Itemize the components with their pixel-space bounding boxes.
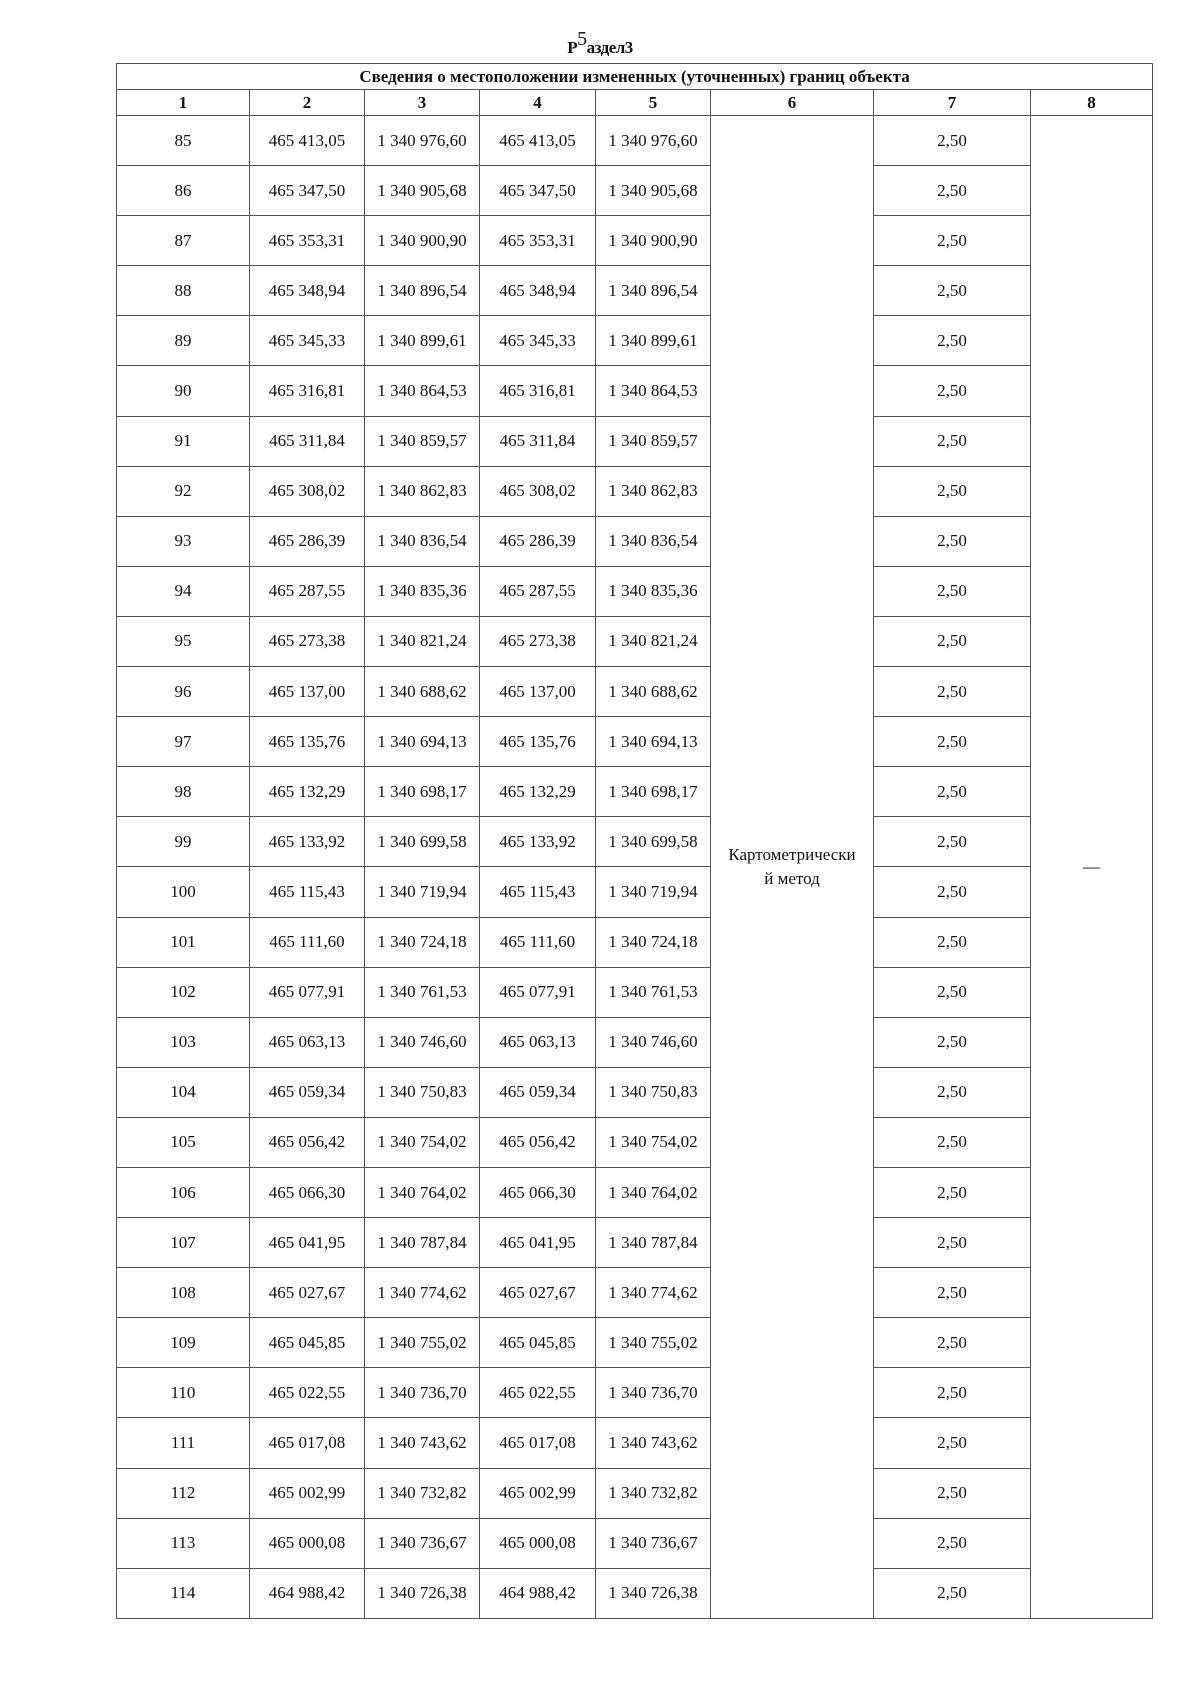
y-refined-cell: 1 340 905,68 [596, 166, 711, 216]
table-row [117, 1318, 1153, 1368]
table-row [117, 316, 1153, 366]
table-row [117, 166, 1153, 216]
y-refined-cell: 1 340 836,54 [596, 516, 711, 566]
y-existing-cell: 1 340 694,13 [365, 717, 480, 767]
x-existing-cell: 465 077,91 [250, 967, 365, 1017]
x-refined-cell: 465 027,67 [480, 1268, 596, 1318]
y-refined-cell: 1 340 859,57 [596, 416, 711, 466]
x-refined-cell: 465 345,33 [480, 316, 596, 366]
x-refined-cell: 465 063,13 [480, 1017, 596, 1067]
boundary-coordinates-table [116, 63, 1153, 1619]
y-existing-cell: 1 340 724,18 [365, 917, 480, 967]
table-row [117, 867, 1153, 917]
column-number: 4 [480, 90, 596, 116]
y-refined-cell: 1 340 724,18 [596, 917, 711, 967]
point-number-cell: 88 [117, 266, 250, 316]
y-refined-cell: 1 340 976,60 [596, 116, 711, 166]
y-existing-cell: 1 340 755,02 [365, 1318, 480, 1368]
accuracy-cell: 2,50 [874, 516, 1031, 566]
column-8-cell [1031, 116, 1153, 1619]
point-number-cell: 102 [117, 967, 250, 1017]
table-row [117, 717, 1153, 767]
accuracy-cell: 2,50 [874, 1318, 1031, 1368]
x-refined-cell: 465 348,94 [480, 266, 596, 316]
point-number-cell: 98 [117, 767, 250, 817]
x-existing-cell: 465 066,30 [250, 1167, 365, 1217]
y-existing-cell: 1 340 836,54 [365, 516, 480, 566]
table-row [117, 266, 1153, 316]
point-number-cell: 91 [117, 416, 250, 466]
x-existing-cell: 465 045,85 [250, 1318, 365, 1368]
x-existing-cell: 465 111,60 [250, 917, 365, 967]
point-number-cell: 107 [117, 1218, 250, 1268]
x-refined-cell: 465 316,81 [480, 366, 596, 416]
x-existing-cell: 465 348,94 [250, 266, 365, 316]
y-refined-cell: 1 340 694,13 [596, 717, 711, 767]
column-number: 8 [1031, 90, 1153, 116]
table-row [117, 1268, 1153, 1318]
accuracy-cell: 2,50 [874, 366, 1031, 416]
table-row [117, 1518, 1153, 1568]
y-refined-cell: 1 340 746,60 [596, 1017, 711, 1067]
y-existing-cell: 1 340 736,70 [365, 1368, 480, 1418]
y-existing-cell: 1 340 754,02 [365, 1117, 480, 1167]
x-existing-cell: 465 287,55 [250, 566, 365, 616]
section-heading-part-b: 5 [577, 28, 587, 50]
table-row [117, 1218, 1153, 1268]
table-row [117, 516, 1153, 566]
y-existing-cell: 1 340 732,82 [365, 1468, 480, 1518]
y-refined-cell: 1 340 726,38 [596, 1568, 711, 1618]
y-existing-cell: 1 340 761,53 [365, 967, 480, 1017]
y-refined-cell: 1 340 750,83 [596, 1067, 711, 1117]
point-number-cell: 105 [117, 1117, 250, 1167]
y-refined-cell: 1 340 774,62 [596, 1268, 711, 1318]
y-existing-cell: 1 340 746,60 [365, 1017, 480, 1067]
y-existing-cell: 1 340 750,83 [365, 1067, 480, 1117]
accuracy-cell: 2,50 [874, 1117, 1031, 1167]
accuracy-cell: 2,50 [874, 1518, 1031, 1568]
x-refined-cell: 465 045,85 [480, 1318, 596, 1368]
y-existing-cell: 1 340 899,61 [365, 316, 480, 366]
column-number: 7 [874, 90, 1031, 116]
table-row [117, 616, 1153, 666]
x-existing-cell: 465 135,76 [250, 717, 365, 767]
x-refined-cell: 465 287,55 [480, 566, 596, 616]
x-existing-cell: 465 115,43 [250, 867, 365, 917]
x-refined-cell: 465 111,60 [480, 917, 596, 967]
accuracy-cell: 2,50 [874, 767, 1031, 817]
y-refined-cell: 1 340 754,02 [596, 1117, 711, 1167]
y-refined-cell: 1 340 755,02 [596, 1318, 711, 1368]
column-number-row [117, 90, 1153, 116]
column-number: 6 [711, 90, 874, 116]
x-refined-cell: 465 002,99 [480, 1468, 596, 1518]
accuracy-cell: 2,50 [874, 1167, 1031, 1217]
point-number-cell: 93 [117, 516, 250, 566]
section-heading-part-a: Р [567, 38, 578, 57]
x-refined-cell: 465 286,39 [480, 516, 596, 566]
accuracy-cell: 2,50 [874, 867, 1031, 917]
x-refined-cell: 465 311,84 [480, 416, 596, 466]
accuracy-cell: 2,50 [874, 1067, 1031, 1117]
y-existing-cell: 1 340 905,68 [365, 166, 480, 216]
x-existing-cell: 465 132,29 [250, 767, 365, 817]
table-row [117, 1167, 1153, 1217]
x-existing-cell: 465 273,38 [250, 616, 365, 666]
point-number-cell: 97 [117, 717, 250, 767]
y-refined-cell: 1 340 896,54 [596, 266, 711, 316]
y-refined-cell: 1 340 732,82 [596, 1468, 711, 1518]
column-8-value: — [1083, 856, 1101, 876]
x-refined-cell: 465 017,08 [480, 1418, 596, 1468]
x-refined-cell: 465 353,31 [480, 216, 596, 266]
accuracy-cell: 2,50 [874, 416, 1031, 466]
x-existing-cell: 465 000,08 [250, 1518, 365, 1568]
accuracy-cell: 2,50 [874, 566, 1031, 616]
accuracy-cell: 2,50 [874, 616, 1031, 666]
point-number-cell: 112 [117, 1468, 250, 1518]
x-existing-cell: 465 413,05 [250, 116, 365, 166]
y-existing-cell: 1 340 976,60 [365, 116, 480, 166]
table-row [117, 466, 1153, 516]
method-cell [711, 116, 874, 1619]
column-number: 5 [596, 90, 711, 116]
accuracy-cell: 2,50 [874, 316, 1031, 366]
method-label-line-2: й метод [764, 868, 820, 888]
y-existing-cell: 1 340 736,67 [365, 1518, 480, 1568]
accuracy-cell: 2,50 [874, 717, 1031, 767]
x-refined-cell: 465 135,76 [480, 717, 596, 767]
x-existing-cell: 465 027,67 [250, 1268, 365, 1318]
table-row [117, 216, 1153, 266]
accuracy-cell: 2,50 [874, 967, 1031, 1017]
accuracy-cell: 2,50 [874, 1017, 1031, 1067]
point-number-cell: 85 [117, 116, 250, 166]
x-refined-cell: 465 077,91 [480, 967, 596, 1017]
table-row [117, 566, 1153, 616]
y-existing-cell: 1 340 774,62 [365, 1268, 480, 1318]
y-existing-cell: 1 340 896,54 [365, 266, 480, 316]
point-number-cell: 109 [117, 1318, 250, 1368]
y-refined-cell: 1 340 864,53 [596, 366, 711, 416]
x-existing-cell: 465 347,50 [250, 166, 365, 216]
x-refined-cell: 465 066,30 [480, 1167, 596, 1217]
x-existing-cell: 465 353,31 [250, 216, 365, 266]
x-existing-cell: 465 059,34 [250, 1067, 365, 1117]
y-refined-cell: 1 340 835,36 [596, 566, 711, 616]
x-existing-cell: 465 137,00 [250, 667, 365, 717]
accuracy-cell: 2,50 [874, 667, 1031, 717]
point-number-cell: 111 [117, 1418, 250, 1468]
y-refined-cell: 1 340 761,53 [596, 967, 711, 1017]
point-number-cell: 96 [117, 667, 250, 717]
x-existing-cell: 465 133,92 [250, 817, 365, 867]
table-row [117, 1117, 1153, 1167]
x-refined-cell: 465 056,42 [480, 1117, 596, 1167]
x-refined-cell: 465 059,34 [480, 1067, 596, 1117]
point-number-cell: 110 [117, 1368, 250, 1418]
accuracy-cell: 2,50 [874, 817, 1031, 867]
y-existing-cell: 1 340 688,62 [365, 667, 480, 717]
point-number-cell: 90 [117, 366, 250, 416]
point-number-cell: 103 [117, 1017, 250, 1067]
accuracy-cell: 2,50 [874, 1218, 1031, 1268]
x-existing-cell: 465 056,42 [250, 1117, 365, 1167]
x-existing-cell: 464 988,42 [250, 1568, 365, 1618]
y-existing-cell: 1 340 764,02 [365, 1167, 480, 1217]
point-number-cell: 100 [117, 867, 250, 917]
accuracy-cell: 2,50 [874, 166, 1031, 216]
point-number-cell: 108 [117, 1268, 250, 1318]
x-existing-cell: 465 063,13 [250, 1017, 365, 1067]
point-number-cell: 114 [117, 1568, 250, 1618]
x-existing-cell: 465 345,33 [250, 316, 365, 366]
accuracy-cell: 2,50 [874, 1418, 1031, 1468]
y-refined-cell: 1 340 699,58 [596, 817, 711, 867]
y-existing-cell: 1 340 835,36 [365, 566, 480, 616]
accuracy-cell: 2,50 [874, 1568, 1031, 1618]
y-existing-cell: 1 340 787,84 [365, 1218, 480, 1268]
x-existing-cell: 465 022,55 [250, 1368, 365, 1418]
table-row [117, 1468, 1153, 1518]
y-refined-cell: 1 340 862,83 [596, 466, 711, 516]
accuracy-cell: 2,50 [874, 216, 1031, 266]
point-number-cell: 99 [117, 817, 250, 867]
x-refined-cell: 465 132,29 [480, 767, 596, 817]
y-refined-cell: 1 340 736,67 [596, 1518, 711, 1568]
column-number: 2 [250, 90, 365, 116]
point-number-cell: 101 [117, 917, 250, 967]
x-existing-cell: 465 311,84 [250, 416, 365, 466]
table-row [117, 767, 1153, 817]
y-refined-cell: 1 340 899,61 [596, 316, 711, 366]
y-refined-cell: 1 340 743,62 [596, 1418, 711, 1468]
y-refined-cell: 1 340 787,84 [596, 1218, 711, 1268]
x-refined-cell: 465 308,02 [480, 466, 596, 516]
table-body [117, 116, 1153, 1619]
y-existing-cell: 1 340 719,94 [365, 867, 480, 917]
table-row [117, 1418, 1153, 1468]
accuracy-cell: 2,50 [874, 1468, 1031, 1518]
table-row [117, 1568, 1153, 1618]
x-refined-cell: 465 022,55 [480, 1368, 596, 1418]
y-existing-cell: 1 340 743,62 [365, 1418, 480, 1468]
y-existing-cell: 1 340 698,17 [365, 767, 480, 817]
point-number-cell: 95 [117, 616, 250, 666]
table-row [117, 667, 1153, 717]
point-number-cell: 89 [117, 316, 250, 366]
point-number-cell: 94 [117, 566, 250, 616]
column-number: 3 [365, 90, 480, 116]
x-refined-cell: 465 115,43 [480, 867, 596, 917]
y-existing-cell: 1 340 821,24 [365, 616, 480, 666]
x-refined-cell: 465 041,95 [480, 1218, 596, 1268]
method-label-line-1: Картометрически [728, 844, 856, 864]
y-refined-cell: 1 340 688,62 [596, 667, 711, 717]
y-refined-cell: 1 340 764,02 [596, 1167, 711, 1217]
x-existing-cell: 465 017,08 [250, 1418, 365, 1468]
x-refined-cell: 464 988,42 [480, 1568, 596, 1618]
x-existing-cell: 465 308,02 [250, 466, 365, 516]
point-number-cell: 106 [117, 1167, 250, 1217]
x-refined-cell: 465 413,05 [480, 116, 596, 166]
point-number-cell: 104 [117, 1067, 250, 1117]
accuracy-cell: 2,50 [874, 1368, 1031, 1418]
y-existing-cell: 1 340 862,83 [365, 466, 480, 516]
table-caption: Сведения о местоположении измененных (уточненных) границ объекта [117, 64, 1153, 90]
y-refined-cell: 1 340 736,70 [596, 1368, 711, 1418]
accuracy-cell: 2,50 [874, 116, 1031, 166]
table-row [117, 416, 1153, 466]
point-number-cell: 87 [117, 216, 250, 266]
y-refined-cell: 1 340 821,24 [596, 616, 711, 666]
x-existing-cell: 465 316,81 [250, 366, 365, 416]
x-existing-cell: 465 286,39 [250, 516, 365, 566]
y-existing-cell: 1 340 859,57 [365, 416, 480, 466]
section-heading-part-c: аздел3 [586, 38, 633, 57]
y-existing-cell: 1 340 699,58 [365, 817, 480, 867]
y-existing-cell: 1 340 864,53 [365, 366, 480, 416]
y-refined-cell: 1 340 719,94 [596, 867, 711, 917]
table-row [117, 116, 1153, 166]
column-number: 1 [117, 90, 250, 116]
accuracy-cell: 2,50 [874, 466, 1031, 516]
accuracy-cell: 2,50 [874, 1268, 1031, 1318]
section-heading [0, 28, 1200, 62]
point-number-cell: 92 [117, 466, 250, 516]
x-refined-cell: 465 347,50 [480, 166, 596, 216]
x-refined-cell: 465 137,00 [480, 667, 596, 717]
table-row [117, 967, 1153, 1017]
y-existing-cell: 1 340 900,90 [365, 216, 480, 266]
y-refined-cell: 1 340 698,17 [596, 767, 711, 817]
table-row [117, 1067, 1153, 1117]
x-refined-cell: 465 273,38 [480, 616, 596, 666]
accuracy-cell: 2,50 [874, 917, 1031, 967]
table-row [117, 366, 1153, 416]
table-row [117, 1368, 1153, 1418]
point-number-cell: 86 [117, 166, 250, 216]
table-row [117, 817, 1153, 867]
y-existing-cell: 1 340 726,38 [365, 1568, 480, 1618]
x-existing-cell: 465 002,99 [250, 1468, 365, 1518]
table-row [117, 917, 1153, 967]
x-refined-cell: 465 000,08 [480, 1518, 596, 1568]
accuracy-cell: 2,50 [874, 266, 1031, 316]
table-row [117, 1017, 1153, 1067]
point-number-cell: 113 [117, 1518, 250, 1568]
y-refined-cell: 1 340 900,90 [596, 216, 711, 266]
x-refined-cell: 465 133,92 [480, 817, 596, 867]
x-existing-cell: 465 041,95 [250, 1218, 365, 1268]
